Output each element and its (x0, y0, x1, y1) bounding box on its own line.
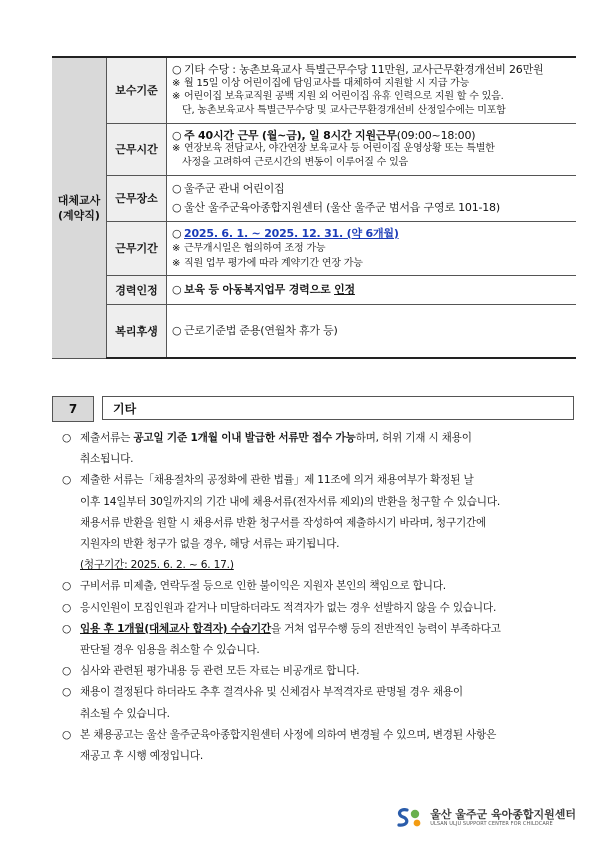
circle-bullet: ○ (172, 128, 182, 142)
note-mark: ※ (172, 143, 181, 155)
row-content-pay: ○ 기타 수당 : 농촌보육교사 특별근무수당 11만원, 교사근무환경개선비 26만원 ※ 월 15일 이상 어린이집에 담임교사를 대체하여 지원할 시 지급 가능 ※ 어린이집 보육교직원 공백 지원 외 어린이집 유휴 인력으로 지원 할 수 있음. 단, 농촌보육교사 특별근무수당 및 교사근무환경개선비 산정일수에는 미포함 (167, 57, 577, 123)
center-logo-icon (394, 806, 424, 830)
row-content-hours: ○ 주 40시간 근무 (월~금), 일 8시간 지원근무(09:00~18:00) ※ 연장보육 전담교사, 야간연장 보육교사 등 어린이집 운영상황 또는 특별한 사정을 고려하여 근로시간의 변동이 이루어질 수 있음 (167, 123, 577, 175)
list-item: ○ 본 채용공고는 울산 울주군육아종합지원센터 사정에 의하여 변경될 수 있으며, 변경된 사항은 재공고 후 시행 예정입니다. (62, 725, 576, 767)
circle-bullet: ○ (62, 432, 72, 444)
footer-logo (394, 806, 576, 830)
row-content-welfare: ○ 근로기준법 준용(연월차 휴가 등) (167, 304, 577, 358)
row-content-career: ○ 보육 등 아동복지업무 경력으로 인정 (167, 275, 577, 304)
circle-bullet: ○ (172, 63, 182, 77)
circle-bullet: ○ (172, 201, 182, 214)
section-number: 7 (52, 396, 94, 422)
list-item: ○ 심사와 관련된 평가내용 등 관련 모든 자료는 비공개로 합니다. (62, 661, 576, 682)
row-label-welfare: 복리후생 (107, 304, 167, 358)
row-label-career: 경력인정 (107, 275, 167, 304)
section-header (52, 396, 576, 422)
org-name-en: ULSAN ULJU SUPPORT CENTER FOR CHILDCARE (430, 821, 553, 827)
recruitment-detail-table (52, 56, 576, 359)
group-label: 대체교사 (57, 193, 101, 207)
row-content-period: ○ 2025. 6. 1. ~ 2025. 12. 31. (약 6개월) ※ 근무개시일은 협의하여 조정 가능 ※ 직원 업무 평가에 따라 계약기간 연장 가능 (167, 221, 577, 275)
circle-bullet: ○ (62, 665, 72, 678)
list-item: ○ 임용 후 1개월(대체교사 합격자) 수습기간을 거쳐 업무수행 등의 전반적인 능력이 부족하다고 판단될 경우 임용을 취소할 수 있습니다. (62, 619, 576, 661)
work-period-dates: 2025. 6. 1. ~ 2025. 12. 31. (약 6개월) (184, 226, 399, 240)
list-item: ○ 제출서류는 공고일 기준 1개월 이내 발급한 서류만 접수 가능하며, 허위 기재 시 채용이 취소됩니다. (62, 428, 576, 470)
row-label-pay: 보수기준 (107, 57, 167, 123)
group-label-sub: (계약직) (58, 208, 100, 222)
circle-bullet: ○ (62, 686, 72, 699)
row-label-hours: 근무시간 (107, 123, 167, 175)
circle-bullet: ○ (172, 226, 182, 240)
circle-bullet: ○ (62, 601, 72, 614)
notice-list (62, 428, 576, 767)
note-mark: ※ (172, 77, 181, 89)
section-title: 기타 (102, 396, 574, 420)
note-mark: ※ (172, 257, 181, 269)
list-item: ○ 응시인원이 모집인원과 같거나 미달하더라도 적격자가 없는 경우 선발하지 않을 수 있습니다. (62, 598, 576, 619)
claim-period: (청구기간: 2025. 6. 2. ~ 6. 17.) (80, 559, 234, 572)
circle-bullet: ○ (62, 580, 72, 593)
list-item: ○ 제출한 서류는「채용절차의 공정화에 관한 법률」제 11조에 의거 채용여부가 확정된 날 이후 14일부터 30일까지의 기간 내에 채용서류(전자서류 제외)의 반환을 청구할 수 있습니다. 채용서류 반환을 원할 시 채용서류 반환 청구서를 작성하여 제출하시기 바라며, 청구기간에 지원자의 반환 청구가 없을 경우, 해당 서류는 파기됩니다. (청구기간: 2025. 6. 2. ~ 6. 17.) (62, 470, 576, 576)
circle-bullet: ○ (62, 474, 72, 487)
circle-bullet: ○ (172, 324, 182, 337)
circle-bullet: ○ (62, 728, 72, 741)
list-item: ○ 채용이 결정된다 하더라도 추후 결격사유 및 신체검사 부적격자로 판명될 경우 채용이 취소될 수 있습니다. (62, 682, 576, 724)
probation-period: 임용 후 1개월(대체교사 합격자) 수습기간 (80, 622, 271, 635)
org-name: 울산 울주군 육아종합지원센터 (430, 808, 576, 821)
note-mark: ※ (172, 242, 181, 254)
row-label-period: 근무기간 (107, 221, 167, 275)
row-content-place: ○ 울주군 관내 어린이집 ○ 울산 울주군육아종합지원센터 (울산 울주군 범서읍 구영로 101-18) (167, 175, 577, 221)
circle-bullet: ○ (62, 622, 72, 635)
circle-bullet: ○ (172, 182, 182, 195)
row-label-place: 근무장소 (107, 175, 167, 221)
list-item: ○ 구비서류 미제출, 연락두절 등으로 인한 불이익은 지원자 본인의 책임으로 합니다. (62, 576, 576, 597)
note-mark: ※ (172, 91, 181, 103)
circle-bullet: ○ (172, 282, 182, 296)
group-label-cell (52, 57, 107, 358)
